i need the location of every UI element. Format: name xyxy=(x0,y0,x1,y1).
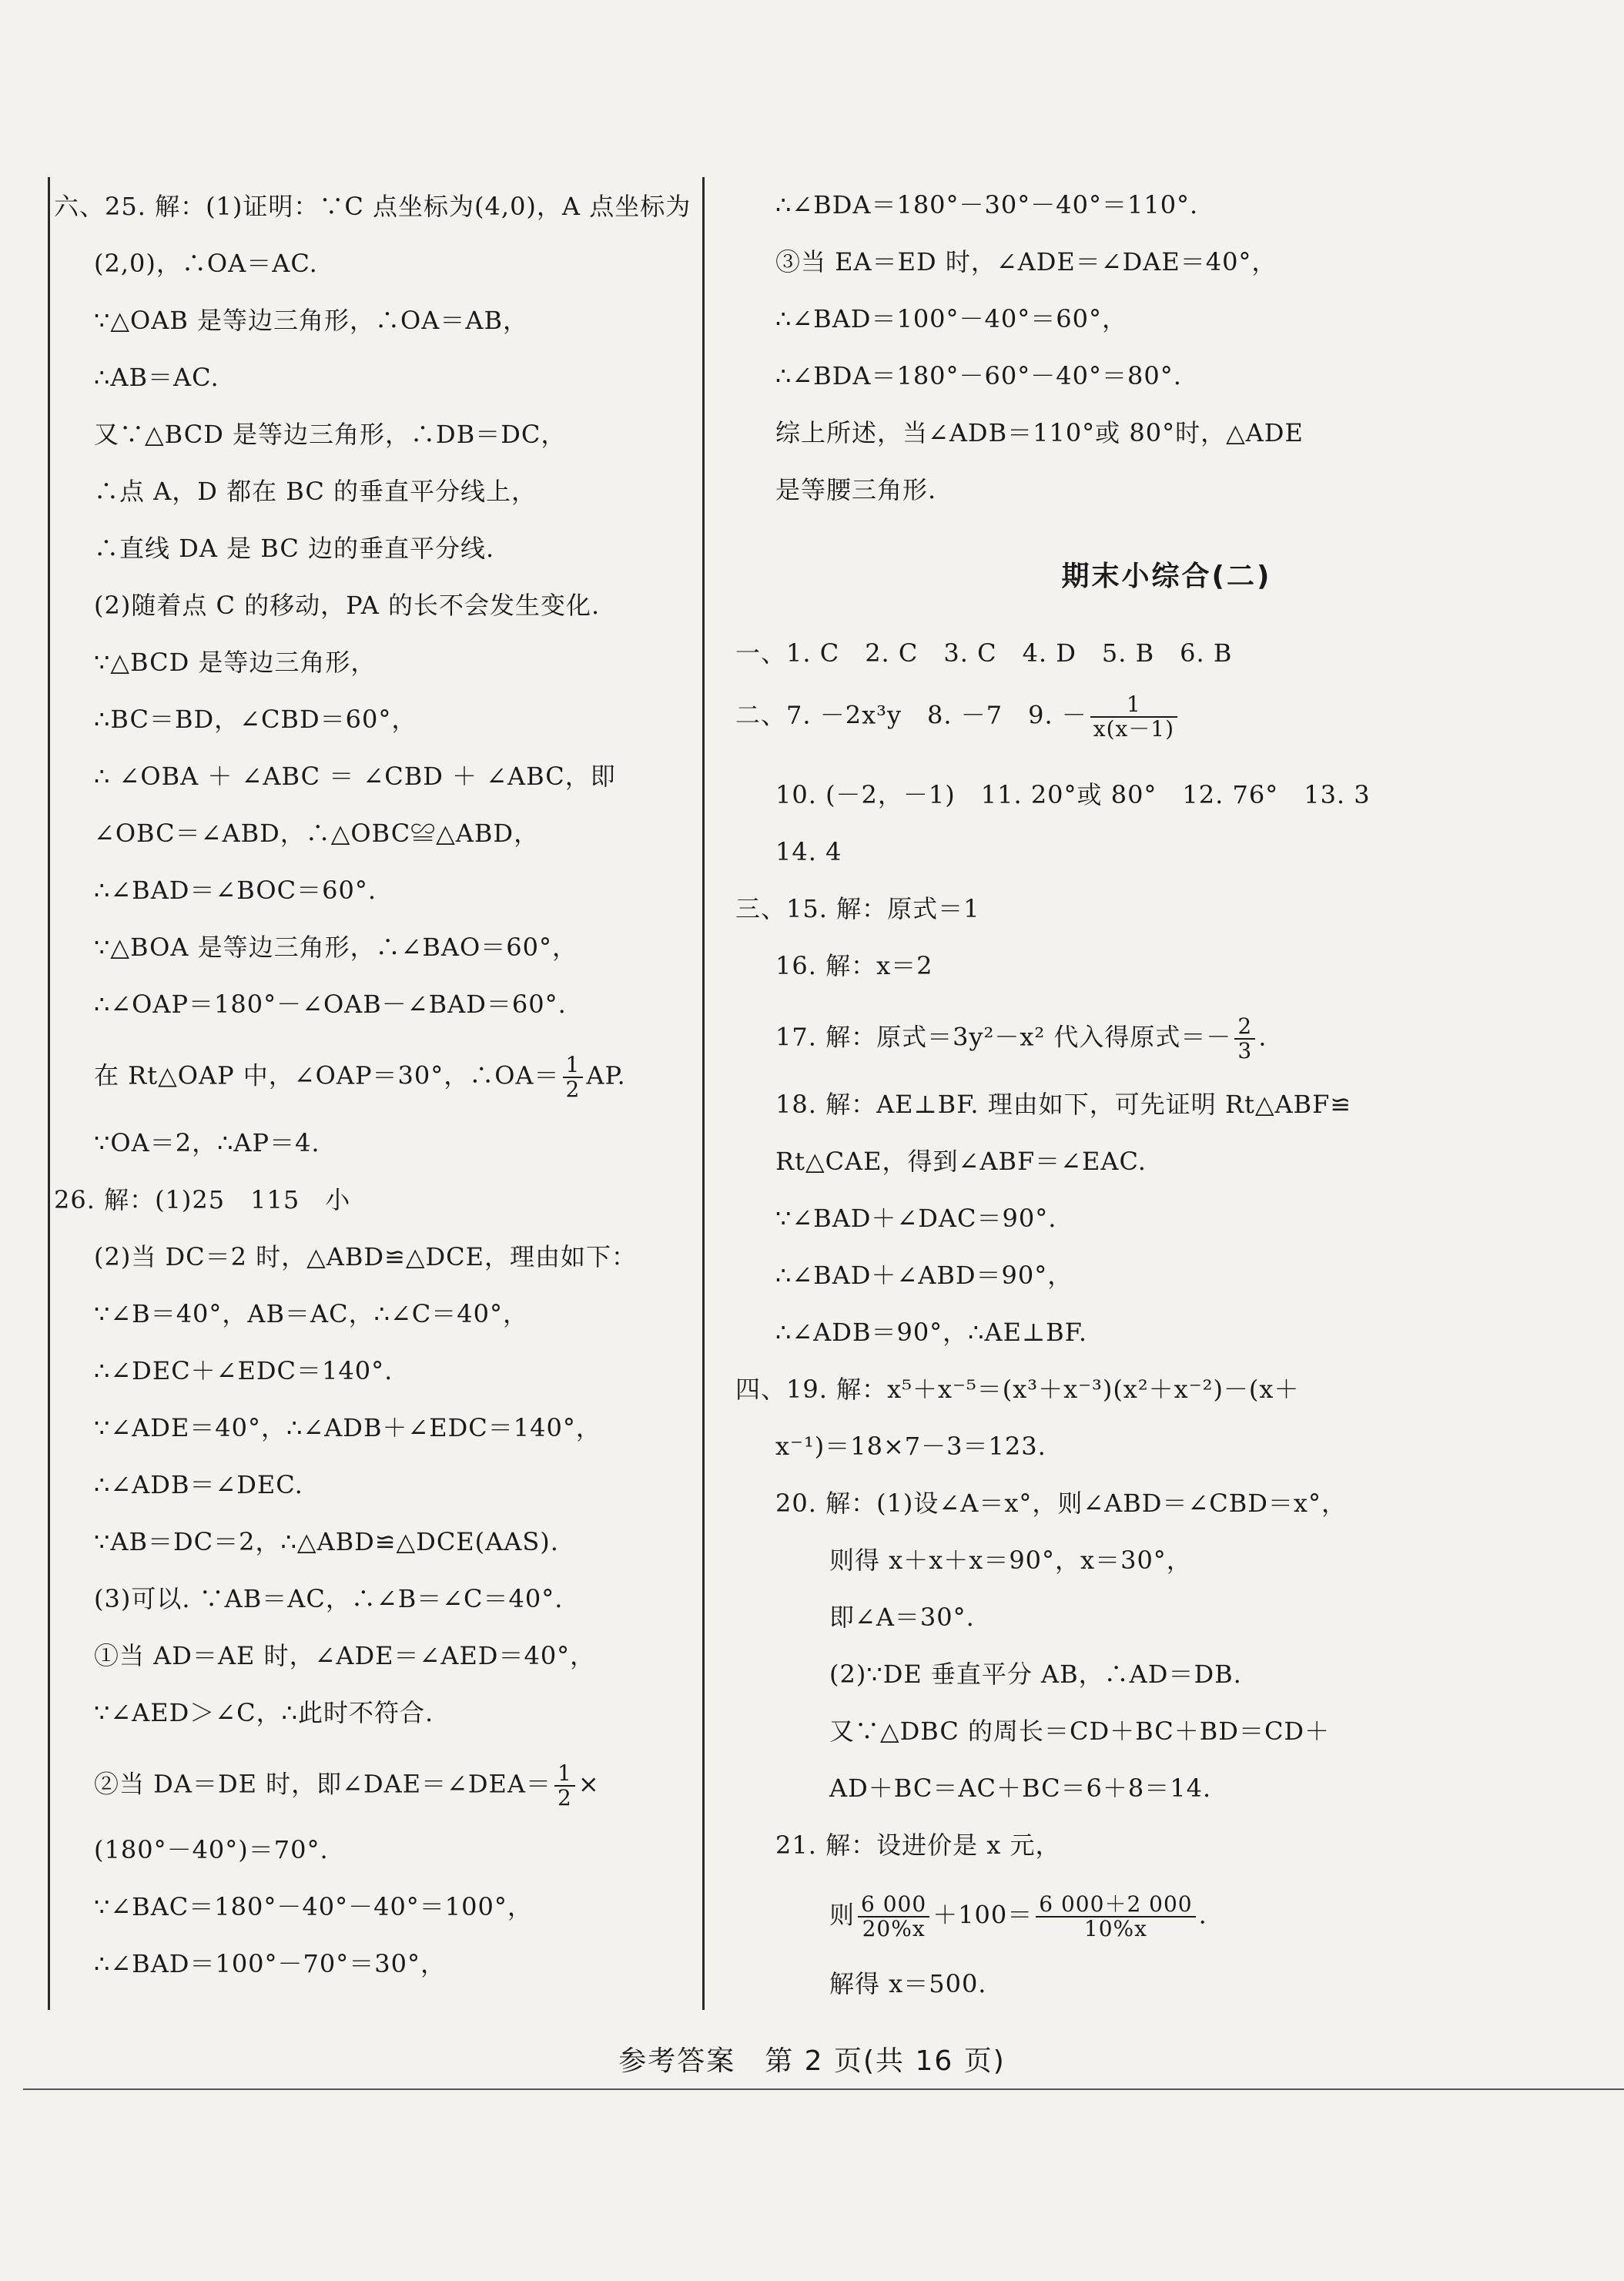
answer-line: 四、19. 解：x⁵＋x⁻⁵＝(x³＋x⁻³)(x²＋x⁻²)－(x＋ xyxy=(735,1375,1300,1404)
answer-line: (2)∵DE 垂直平分 AB，∴AD＝DB. xyxy=(829,1660,1242,1689)
answer-line-with-fraction xyxy=(735,693,1180,741)
answer-line: 14. 4 xyxy=(775,837,842,866)
answer-line: 一、1. C 2. C 3. C 4. D 5. B 6. B xyxy=(735,638,1233,668)
answer-line: 解得 x＝500. xyxy=(829,1969,987,1998)
answer-line: 则得 x＋x＋x＝90°，x＝30°， xyxy=(829,1546,1192,1575)
answer-text: × xyxy=(578,1769,600,1799)
answer-line: ∴∠BDA＝180°－60°－40°＝80°. xyxy=(775,361,1182,390)
answer-line: ∴∠ADB＝∠DEC. xyxy=(94,1470,303,1499)
fraction-q21-left: $\frac{6 000}{20\%x}$ xyxy=(858,1893,929,1941)
answer-line: 即∠A＝30°. xyxy=(829,1603,975,1632)
answer-text: 则 xyxy=(829,1900,856,1930)
answer-line: ∴∠DEC＋∠EDC＝140°. xyxy=(94,1356,393,1385)
answer-line: 20. 解：(1)设∠A＝x°，则∠ABD＝∠CBD＝x°， xyxy=(775,1489,1347,1518)
fraction-q17: $\frac{2}{3}$ xyxy=(1234,1015,1255,1063)
fraction-q21-right: $\frac{6 000+2 000}{10\%x}$ xyxy=(1036,1893,1195,1941)
answer-line: (2)当 DC＝2 时，△ABD≌△DCE，理由如下： xyxy=(94,1242,637,1271)
answer-line: 26. 解：(1)25 115 小 xyxy=(54,1185,351,1214)
answer-line: 18. 解：AE⊥BF. 理由如下，可先证明 Rt△ABF≌ xyxy=(775,1090,1352,1119)
answer-line: ∴∠BAD＝100°－70°＝30°， xyxy=(94,1949,446,1978)
answer-line: ∵AB＝DC＝2，∴△ABD≌△DCE(AAS). xyxy=(94,1527,559,1556)
answer-line: AD＋BC＝AC＋BC＝6＋8＝14. xyxy=(829,1774,1212,1803)
answer-line: (2)随着点 C 的移动，PA 的长不会发生变化. xyxy=(94,591,601,620)
answer-line: 综上所述，当∠ADB＝110°或 80°时，△ADE xyxy=(775,418,1304,447)
answer-line: 21. 解：设进价是 x 元， xyxy=(775,1830,1061,1860)
answer-line: ∵△BOA 是等边三角形，∴∠BAO＝60°， xyxy=(94,933,578,962)
answer-line: ∵OA＝2，∴AP＝4. xyxy=(94,1128,320,1157)
answer-line: ∠OBC＝∠ABD，∴△OBC≌△ABD， xyxy=(94,819,540,848)
answer-line: ∴AB＝AC. xyxy=(94,363,219,392)
answer-text: ＋100＝ xyxy=(933,1900,1033,1930)
answer-line: ∵∠B＝40°，AB＝AC，∴∠C＝40°， xyxy=(94,1299,529,1328)
answer-line: ∴BC＝BD，∠CBD＝60°， xyxy=(94,705,417,734)
answer-line: 六、25. 解：(1)证明：∵C 点坐标为(4,0)，A 点坐标为 xyxy=(54,192,691,221)
answer-line: ∴∠ADB＝90°，∴AE⊥BF. xyxy=(775,1318,1088,1347)
answer-line: 16. 解：x＝2 xyxy=(775,951,933,980)
answer-line: ∴∠BDA＝180°－30°－40°＝110°. xyxy=(775,190,1199,219)
answer-line: (2,0)，∴OA＝AC. xyxy=(94,249,318,278)
answer-line: ∴∠BAD＝∠BOC＝60°. xyxy=(94,876,377,905)
fraction-half: $\frac{1}{2}$ xyxy=(554,1762,575,1810)
page-footer: 参考答案 第 2 页(共 16 页) xyxy=(618,2045,1006,2077)
answer-line: ∵∠AED＞∠C，∴此时不符合. xyxy=(94,1698,434,1727)
answer-text: AP. xyxy=(586,1060,626,1090)
answer-line: 是等腰三角形. xyxy=(775,475,937,504)
answer-text: ②当 DA＝DE 时，即∠DAE＝∠DEA＝ xyxy=(94,1769,552,1799)
answer-line: ∴∠OAP＝180°－∠OAB－∠BAD＝60°. xyxy=(94,990,567,1019)
answer-line-with-fraction xyxy=(829,1893,1207,1941)
answer-line: ∴∠BAD＝100°－40°＝60°， xyxy=(775,304,1127,333)
answer-line-with-fraction xyxy=(775,1015,1267,1063)
answer-line: ③当 EA＝ED 时，∠ADE＝∠DAE＝40°， xyxy=(775,247,1277,276)
answer-line: ∵∠ADE＝40°，∴∠ADB＋∠EDC＝140°， xyxy=(94,1413,601,1442)
answer-text: . xyxy=(1198,1900,1207,1930)
answer-line-with-fraction xyxy=(94,1762,600,1810)
answer-line: Rt△CAE，得到∠ABF＝∠EAC. xyxy=(775,1147,1147,1176)
answer-line: ∵∠BAC＝180°－40°－40°＝100°， xyxy=(94,1892,533,1921)
answer-line: 又∵△DBC 的周长＝CD＋BC＋BD＝CD＋ xyxy=(829,1717,1331,1746)
answer-text: . xyxy=(1258,1022,1267,1052)
answer-line: 又∵△BCD 是等边三角形，∴DB＝DC， xyxy=(94,420,567,449)
answer-line: ∴点 A，D 都在 BC 的垂直平分线上， xyxy=(94,477,537,506)
answer-line: 10. (－2，－1) 11. 20°或 80° 12. 76° 13. 3 xyxy=(775,780,1371,809)
section-title: 期末小综合(二) xyxy=(1061,561,1272,592)
answer-line: ∵△OAB 是等边三角形，∴OA＝AB， xyxy=(94,306,528,335)
answer-line-with-fraction xyxy=(94,1053,626,1101)
fraction-half: $\frac{1}{2}$ xyxy=(563,1053,584,1101)
column-divider xyxy=(702,177,705,2010)
answer-text: 17. 解：原式＝3y²－x² 代入得原式＝－ xyxy=(775,1022,1232,1052)
answer-line: (3)可以. ∵AB＝AC，∴∠B＝∠C＝40°. xyxy=(94,1584,564,1613)
answer-line: ①当 AD＝AE 时，∠ADE＝∠AED＝40°， xyxy=(94,1641,596,1670)
answer-line: (180°－40°)＝70°. xyxy=(94,1835,329,1864)
answer-line: ∵△BCD 是等边三角形， xyxy=(94,648,377,677)
answer-line: x⁻¹)＝18×7－3＝123. xyxy=(775,1432,1046,1461)
answer-text: 二、7. －2x³y 8. －7 9. － xyxy=(735,700,1087,730)
left-margin-rule xyxy=(48,177,50,2010)
answer-line: ∴∠BAD＋∠ABD＝90°， xyxy=(775,1261,1073,1290)
answer-text: 在 Rt△OAP 中，∠OAP＝30°，∴OA＝ xyxy=(94,1060,560,1090)
answer-line: 三、15. 解：原式＝1 xyxy=(735,894,980,923)
answer-line: ∴直线 DA 是 BC 边的垂直平分线. xyxy=(94,534,495,563)
answer-line: ∵∠BAD＋∠DAC＝90°. xyxy=(775,1204,1057,1233)
fraction-q9: $\frac{1}{x(x-1)}$ xyxy=(1090,693,1177,741)
answer-line: ∴ ∠OBA ＋ ∠ABC ＝ ∠CBD ＋ ∠ABC，即 xyxy=(94,762,616,791)
footer-rule xyxy=(23,2088,1624,2090)
